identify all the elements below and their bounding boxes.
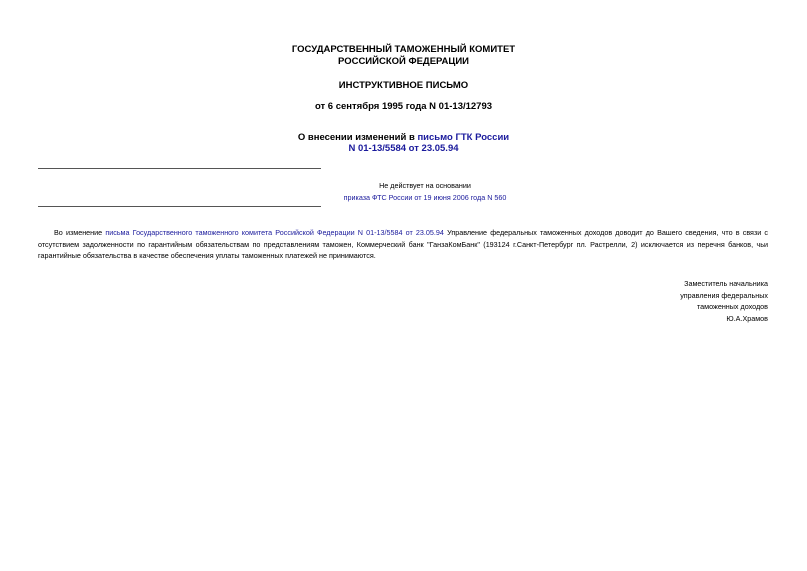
document-type: ИНСТРУКТИВНОЕ ПИСЬМО — [338, 80, 469, 91]
status-notice — [300, 180, 550, 204]
document-date-number: от 6 сентября 1995 года N 01-13/12793 — [314, 101, 493, 112]
body-paragraph — [38, 227, 768, 262]
status-notice-link[interactable]: приказа ФТС России от 19 июня 2006 года N 560 — [343, 193, 507, 202]
signature-position-line2: управления федеральных — [680, 290, 768, 300]
subject-line1 — [0, 132, 807, 143]
body-text: Управление федеральных таможенных доходов доводит до Вашего сведения, что в связи с отсутствием задолженности по гарантийным обязательствам по представлениям таможен, Коммерческий банк "ГанзаКомБанк" (193124 г.Санкт-Петербург пл. Растрелли, 2) исключается из перечня банков, чьи гарантийные обязательства в качестве обеспечения уплаты таможенных платежей не принимаются. — [38, 228, 769, 260]
body-intro: Во изменение — [54, 228, 106, 237]
org-name-line2: РОССИЙСКОЙ ФЕДЕРАЦИИ — [337, 56, 469, 67]
subject-prefix: О внесении изменений в — [297, 132, 418, 143]
signature-position-line3: таможенных доходов — [696, 302, 768, 311]
subject-line2 — [0, 143, 807, 154]
signature-position-line1: Заместитель начальника — [684, 279, 768, 288]
divider-bottom — [38, 206, 321, 207]
status-notice-text: Не действует на основании — [379, 181, 471, 190]
signature-block — [568, 278, 768, 324]
divider-top — [38, 168, 321, 169]
body-letter-link[interactable]: письма Государственного таможенного комитета Российской Федерации N 01-13/5584 от 23.05.94 — [105, 228, 444, 237]
org-name-line1: ГОСУДАРСТВЕННЫЙ ТАМОЖЕННЫЙ КОМИТЕТ — [291, 44, 516, 55]
subject-link-part1[interactable]: письмо ГТК России — [417, 132, 510, 143]
signature-name: Ю.А.Храмов — [726, 313, 768, 323]
subject-link-part2[interactable]: N 01-13/5584 от 23.05.94 — [348, 143, 459, 154]
